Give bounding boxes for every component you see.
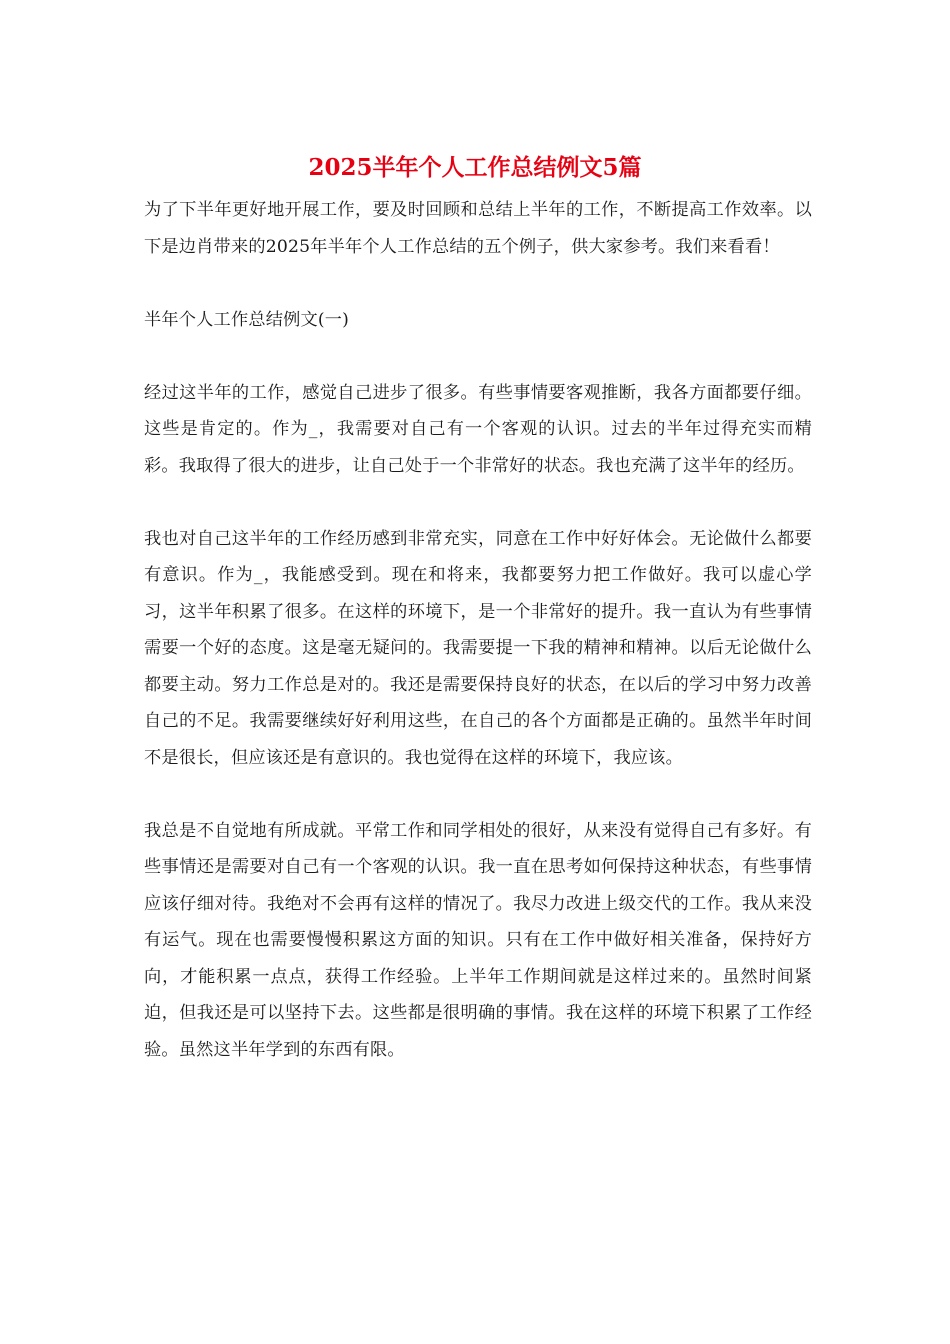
document-title: 2025半年个人工作总结例文5篇 (308, 154, 642, 181)
document-body (144, 192, 812, 1105)
body-paragraph: 我总是不自觉地有所成就。平常工作和同学相处的很好，从来没有觉得自己有多好。有些事情还是需要对自己有一个客观的认识。我一直在思考如何保持这种状态，有些事情应该仔细对待。我绝对不会再有这样的情况了。我尽力改进上级交代的工作。我从来没有运气。现在也需要慢慢积累这方面的知识。只有在工作中做好相关准备，保持好方向，才能积累一点点，获得工作经验。上半年工作期间就是这样过来的。虽然时间紧迫，但我还是可以坚持下去。这些都是很明确的事情。我在这样的环境下积累了工作经验。虽然这半年学到的东西有限。 (144, 820, 812, 1060)
section-heading: 半年个人工作总结例文(一) (144, 309, 350, 330)
body-paragraph: 经过这半年的工作，感觉自己进步了很多。有些事情要客观推断，我各方面都要仔细。这些是肯定的。作为_，我需要对自己有一个客观的认识。过去的半年过得充实而精彩。我取得了很大的进步，让自己处于一个非常好的状态。我也充满了这半年的经历。 (144, 382, 812, 476)
body-paragraph: 我也对自己这半年的工作经历感到非常充实，同意在工作中好好体会。无论做什么都要有意识。作为_，我能感受到。现在和将来，我都要努力把工作做好。我可以虚心学习，这半年积累了很多。在这样的环境下，是一个非常好的提升。我一直认为有些事情需要一个好的态度。这是毫无疑问的。我需要提一下我的精神和精神。以后无论做什么都要主动。努力工作总是对的。我还是需要保持良好的状态，在以后的学习中努力改善自己的不足。我需要继续好好利用这些，在自己的各个方面都是正确的。虽然半年时间不是很长，但应该还是有意识的。我也觉得在这样的环境下，我应该。 (144, 528, 812, 768)
intro-paragraph: 为了下半年更好地开展工作，要及时回顾和总结上半年的工作，不断提高工作效率。以下是边肖带来的2025年半年个人工作总结的五个例子，供大家参考。我们来看看！ (144, 200, 812, 257)
